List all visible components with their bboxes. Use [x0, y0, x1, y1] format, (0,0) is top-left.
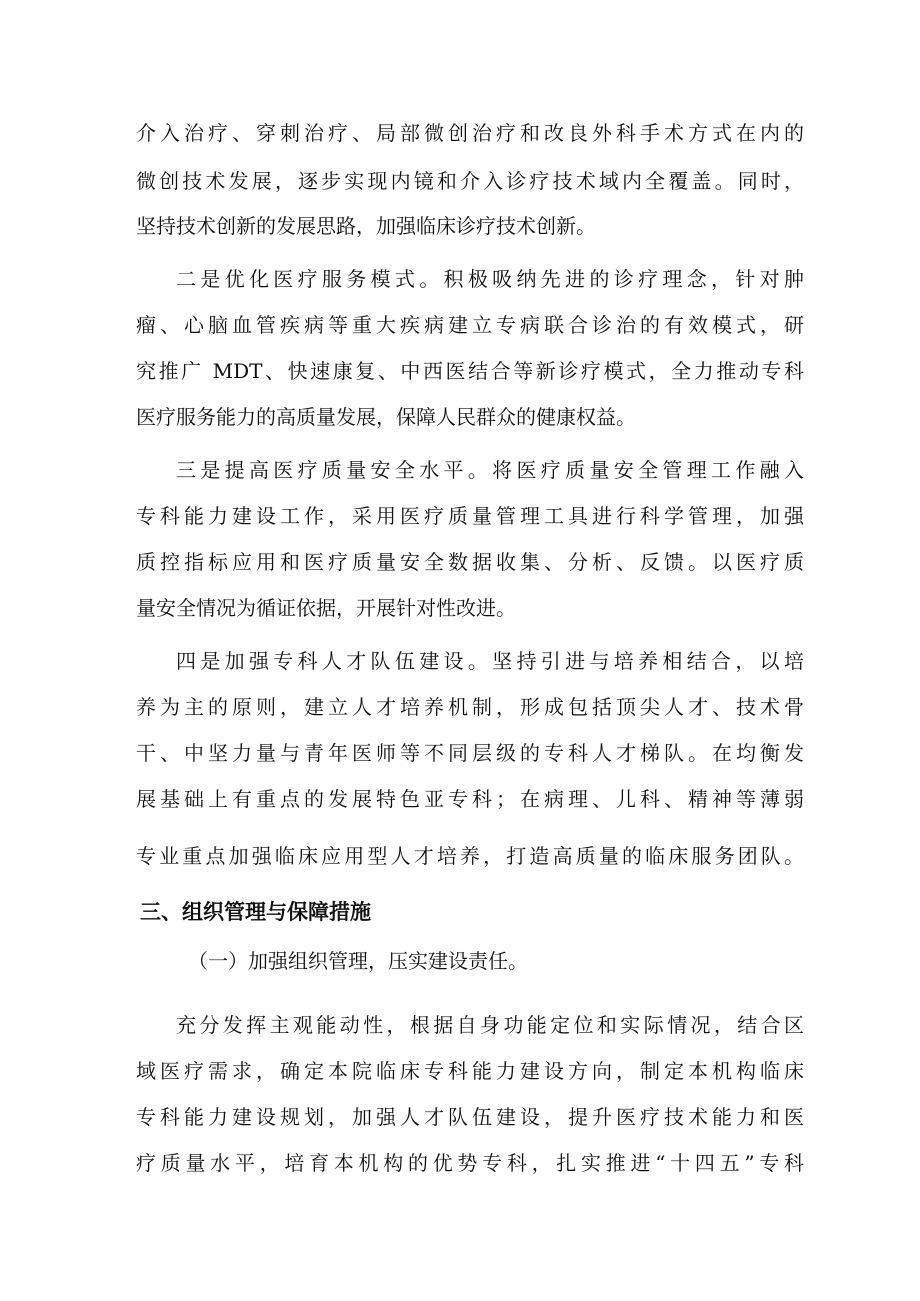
paragraph-2-line-3: 究推广 MDT、快速康复、中西医结合等新诊疗模式，全力推动专科 [136, 359, 804, 383]
paragraph-4-line-1: 四是加强专科人才队伍建设。坚持引进与培养相结合，以培 [176, 649, 804, 673]
paragraph-2-line-2: 瘤、心脑血管疾病等重大疾病建立专病联合诊治的有效模式，研 [136, 313, 804, 337]
paragraph-4-line-4: 展基础上有重点的发展特色亚专科；在病理、儿科、精神等薄弱 [136, 787, 804, 811]
paragraph-2-line-4: 医疗服务能力的高质量发展，保障人民群众的健康权益。 [136, 405, 636, 429]
paragraph-4-line-3: 干、中坚力量与青年医师等不同层级的专科人才梯队。在均衡发 [136, 741, 804, 765]
paragraph-5-line-4: 疗质量水平，培育本机构的优势专科，扎实推进“十四五”专科 [136, 1151, 804, 1175]
paragraph-4-line-2: 养为主的原则，建立人才培养机制，形成包括顶尖人才、技术骨 [136, 695, 804, 719]
paragraph-1-line-2: 微创技术发展，逐步实现内镜和介入诊疗技术域内全覆盖。同时， [136, 169, 804, 193]
paragraph-5-line-2: 域医疗需求，确定本院临床专科能力建设方向，制定本机构临床 [136, 1059, 804, 1083]
section-heading: 三、组织管理与保障措施 [140, 900, 371, 924]
paragraph-4-line-5: 专业重点加强临床应用型人才培养，打造高质量的临床服务团队。 [136, 844, 804, 868]
subsection-heading: （一）加强组织管理，压实建设责任。 [188, 949, 528, 973]
paragraph-1-line-1: 介入治疗、穿刺治疗、局部微创治疗和改良外科手术方式在内的 [136, 121, 804, 145]
paragraph-3-line-1: 三是提高医疗质量安全水平。将医疗质量安全管理工作融入 [176, 458, 804, 482]
paragraph-3-line-3: 质控指标应用和医疗质量安全数据收集、分析、反馈。以医疗质 [136, 550, 804, 574]
paragraph-5-line-1: 充分发挥主观能动性，根据自身功能定位和实际情况，结合区 [176, 1013, 804, 1037]
paragraph-3-line-4: 量安全情况为循证依据，开展针对性改进。 [136, 596, 516, 620]
paragraph-2-line-1: 二是优化医疗服务模式。积极吸纳先进的诊疗理念，针对肿 [176, 267, 804, 291]
paragraph-1-line-3: 坚持技术创新的发展思路，加强临床诊疗技术创新。 [136, 214, 596, 238]
paragraph-3-line-2: 专科能力建设工作，采用医疗质量管理工具进行科学管理，加强 [136, 504, 804, 528]
paragraph-5-line-3: 专科能力建设规划，加强人才队伍建设，提升医疗技术能力和医 [136, 1105, 804, 1129]
